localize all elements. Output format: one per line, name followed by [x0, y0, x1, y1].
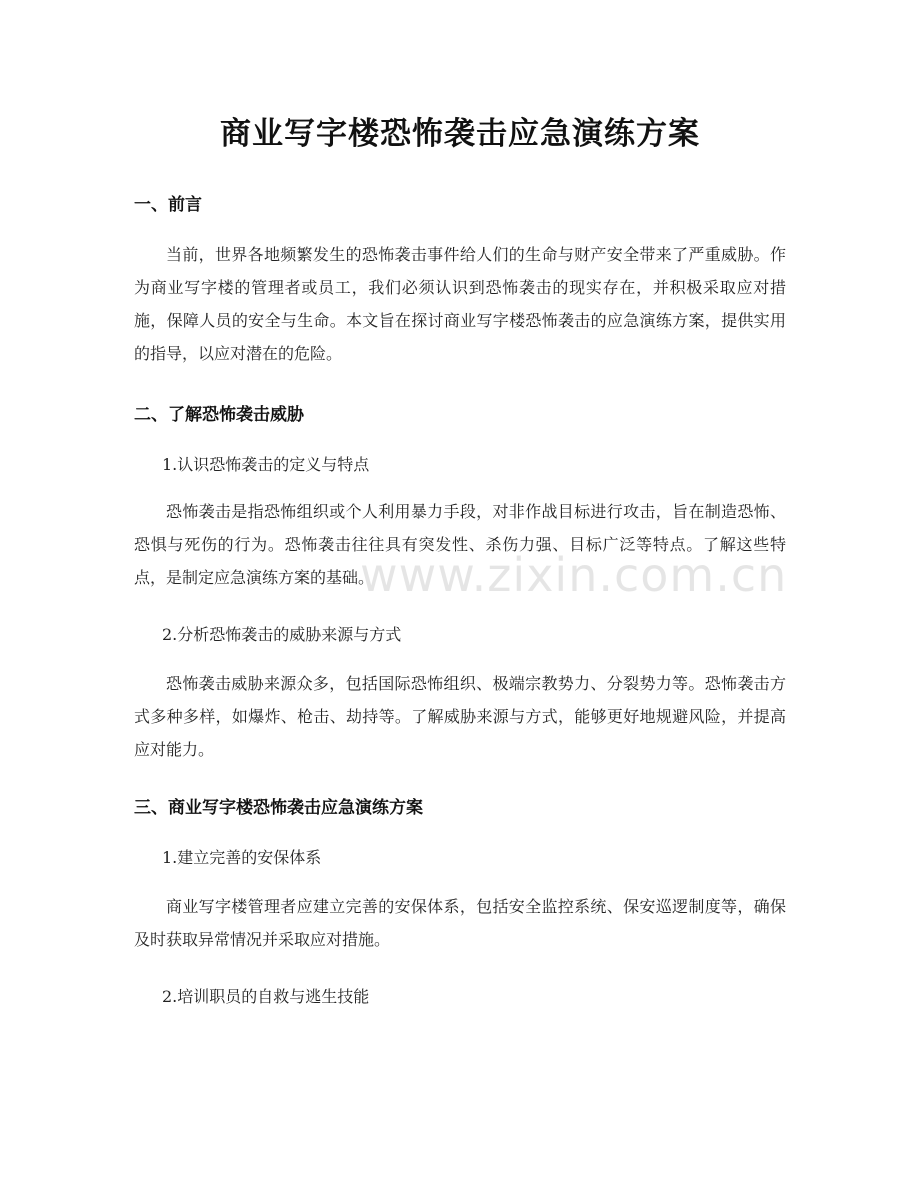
preface-paragraph: 当前，世界各地频繁发生的恐怖袭击事件给人们的生命与财产安全带来了严重威胁。作为商业写字楼的管理者或员工，我们必须认识到恐怖袭击的现实存在，并积极采取应对措施，保障人员的安全与生命。本文旨在探讨商业写字楼恐怖袭击的应急演练方案，提供实用的指导，以应对潜在的危险。: [134, 245, 786, 363]
security-system-paragraph: 商业写字楼管理者应建立完善的安保体系，包括安全监控系统、保安巡逻制度等，确保及时获取异常情况并采取应对措施。: [134, 897, 786, 949]
subheading-security-system: 1.建立完善的安保体系: [162, 848, 322, 867]
subheading-threat-source: 2.分析恐怖袭击的威胁来源与方式: [162, 625, 402, 644]
watermark: www.zixin.com.cn: [360, 548, 788, 602]
section-heading-preface: 一、前言: [134, 195, 202, 215]
subheading-training: 2.培训职员的自救与逃生技能: [162, 987, 370, 1006]
section-heading-threat: 二、了解恐怖袭击威胁: [134, 405, 304, 425]
document-title: 商业写字楼恐怖袭击应急演练方案: [220, 116, 700, 152]
subheading-definition: 1.认识恐怖袭击的定义与特点: [162, 455, 370, 474]
section-heading-drill-plan: 三、商业写字楼恐怖袭击应急演练方案: [134, 798, 423, 818]
threat-source-paragraph: 恐怖袭击威胁来源众多，包括国际恐怖组织、极端宗教势力、分裂势力等。恐怖袭击方式多种多样，如爆炸、枪击、劫持等。了解威胁来源与方式，能够更好地规避风险，并提高应对能力。: [134, 674, 786, 759]
definition-paragraph: 恐怖袭击是指恐怖组织或个人利用暴力手段，对非作战目标进行攻击，旨在制造恐怖、恐惧与死伤的行为。恐怖袭击往往具有突发性、杀伤力强、目标广泛等特点。了解这些特点，是制定应急演练方案的基础。: [134, 502, 786, 587]
